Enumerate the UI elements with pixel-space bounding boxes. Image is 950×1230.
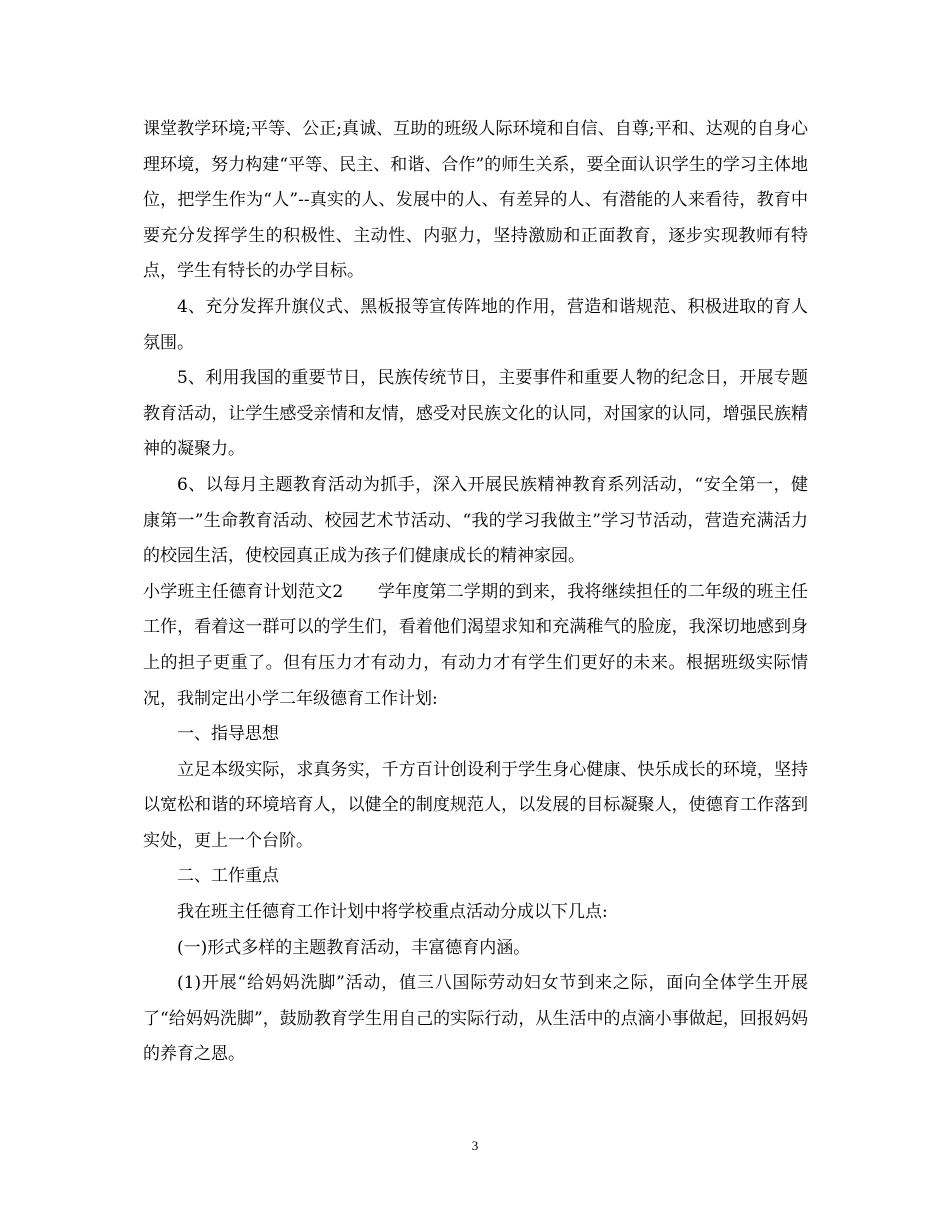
section-heading-guiding-thought: 一、指导思想 — [177, 724, 279, 745]
paragraph-4: 6、以每月主题教育活动为抓手，深入开展民族精神教育系列活动，“安全第一，健康第一”生命教育活动、校园艺术节活动、“我的学习我做主”学习节活动，营造充满活力的校园生活，使校园真正成为孩子们健康成长的精神家园。 — [143, 474, 808, 567]
paragraph-2: 4、充分发挥升旗仪式、黑板报等宣传阵地的作用，营造和谐规范、积极进取的育人氛围。 — [143, 296, 808, 353]
subsection-heading-1: (一)形式多样的主题教育活动，丰富德育内涵。 — [177, 937, 531, 958]
paragraph-11: (1)开展“给妈妈洗脚”活动，值三八国际劳动妇女节到来之际，面向全体学生开展了“给妈妈洗脚”，鼓励教育学生用自己的实际行动，从生活中的点滴小事做起，回报妈妈的养育之恩。 — [143, 973, 808, 1065]
paragraph-7: 立足本级实际，求真务实，千方百计创设利于学生身心健康、快乐成长的环境，坚持以宽松和谐的环境培育人，以健全的制度规范人，以发展的目标凝聚人，使德育工作落到实处，更上一个台阶。 — [143, 759, 808, 851]
paragraph-1: 课堂教学环境;平等、公正;真诚、互助的班级人际环境和自信、自尊;平和、达观的自身心理环境，努力构建“平等、民主、和谐、合作”的师生关系，要全面认识学生的学习主体地位，把学生作为“人”--真实的人、发展中的人、有差异的人、有潜能的人来看待，教育中要充分发挥学生的积极性、主动性、内驱力，坚持激励和正面教育，逐步实现教师有特点，学生有特长的办学目标。 — [143, 119, 808, 282]
paragraph-9: 我在班主任德育工作计划中将学校重点活动分成以下几点: — [177, 902, 608, 923]
section-heading-work-focus: 二、工作重点 — [177, 866, 279, 887]
paragraph-3: 5、利用我国的重要节日，民族传统节日，主要事件和重要人物的纪念日，开展专题教育活动，让学生感受亲情和友情，感受对民族文化的认同，对国家的认同，增强民族精神的凝聚力。 — [143, 368, 808, 460]
document-body — [143, 112, 808, 1073]
page-number: 3 — [471, 1138, 479, 1153]
paragraph-5: 小学班主任德育计划范文2 学年度第二学期的到来，我将继续担任的二年级的班主任工作，看着这一群可以的学生们，看着他们渴望求知和充满稚气的脸庞，我深切地感到身上的担子更重了。但有压力才有动力，有动力才有学生们更好的未来。根据班级实际情况，我制定出小学二年级德育工作计划: — [143, 581, 808, 709]
